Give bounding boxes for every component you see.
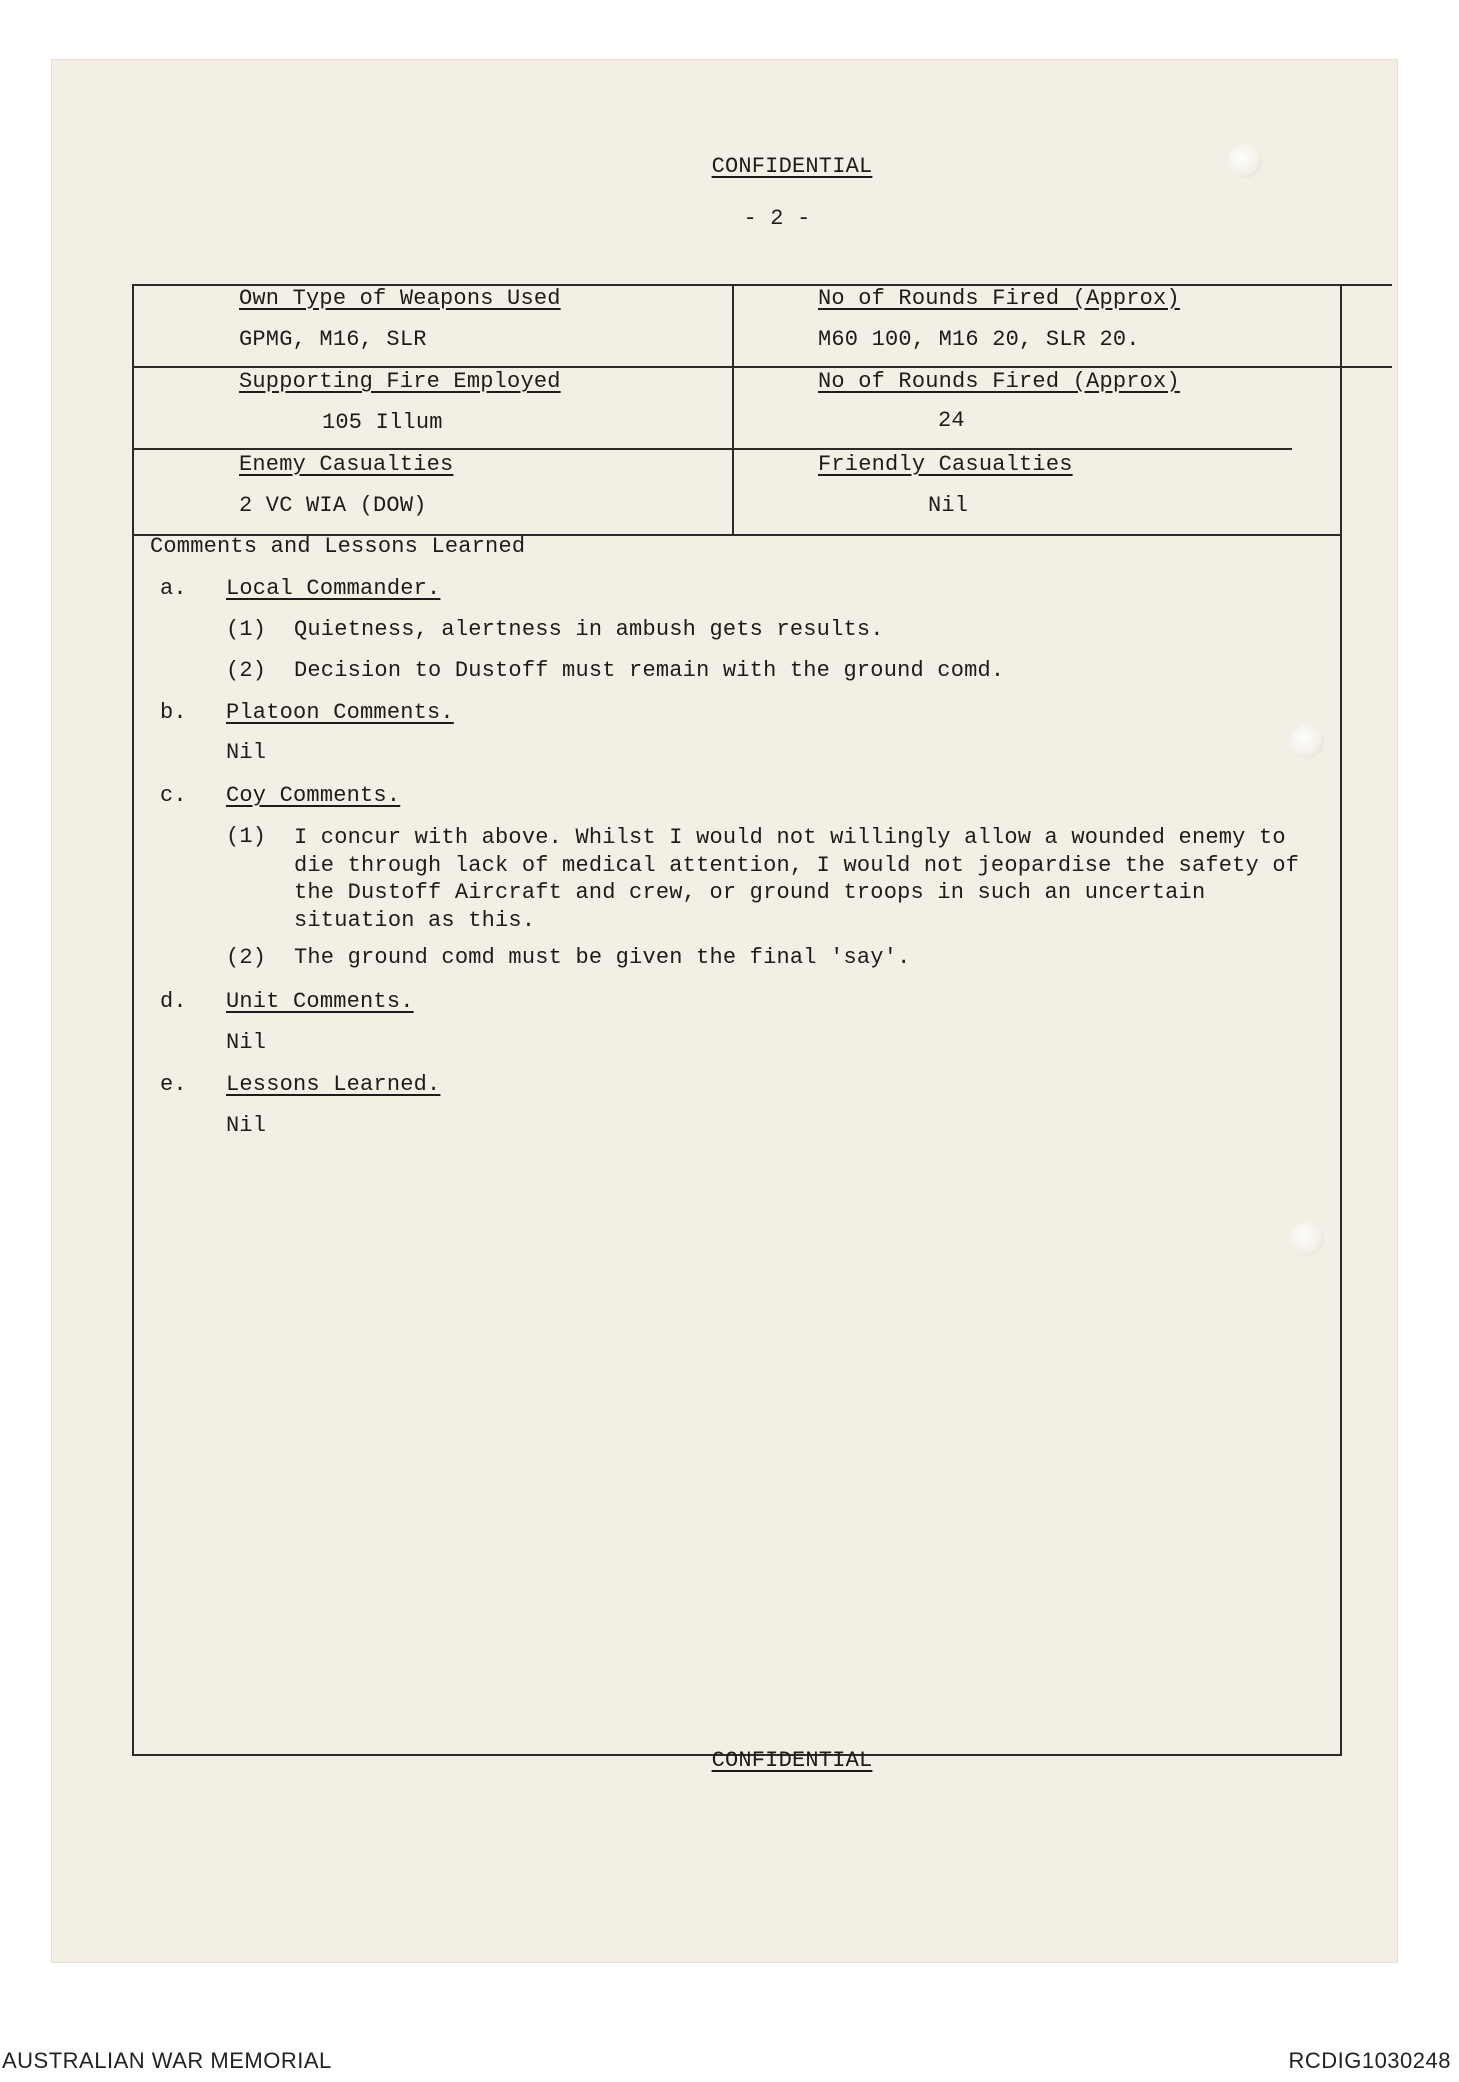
table-row-divider-2 [132, 448, 1292, 450]
comments-heading: Comments and Lessons Learned [150, 534, 526, 559]
punch-hole-top [1228, 144, 1262, 178]
item-e-letter: e. [160, 1072, 187, 1097]
enemy-casualties-value: 2 VC WIA (DOW) [239, 493, 427, 518]
item-c-letter: c. [160, 783, 187, 808]
item-a-title: Local Commander. [226, 576, 441, 601]
footer-classification: CONFIDENTIAL [711, 1748, 873, 1773]
item-c-title: Coy Comments. [226, 783, 401, 808]
item-d-letter: d. [160, 989, 187, 1014]
rounds-fired-label-1: No of Rounds Fired (Approx) [818, 286, 1180, 311]
item-c1-text: I concur with above. Whilst I would not willingly allow a wounded enemy to die through lack of medical attention, I would not jeopardise the safety of the Dustoff Aircraft and crew, or ground troops in such an uncertain situation as this. [294, 825, 1300, 933]
table-right-border [1340, 284, 1342, 1754]
item-d-title: Unit Comments. [226, 989, 414, 1014]
item-c2-number: (2) [226, 945, 267, 970]
table-row-divider-1 [132, 366, 1392, 368]
item-e-text: Nil [226, 1113, 267, 1138]
enemy-casualties-label: Enemy Casualties [239, 452, 454, 477]
rounds-fired-label-2: No of Rounds Fired (Approx) [818, 369, 1180, 394]
punch-hole-lower [1290, 1222, 1324, 1256]
item-e-title: Lessons Learned. [226, 1072, 441, 1097]
table-column-divider [732, 284, 734, 534]
friendly-casualties-value: Nil [928, 493, 969, 518]
rounds-fired-value-2: 24 [938, 408, 965, 433]
item-d-text: Nil [226, 1030, 267, 1055]
item-c2-text: The ground comd must be given the final 'say'. [294, 945, 911, 970]
rounds-fired-value-1: M60 100, M16 20, SLR 20. [818, 327, 1140, 352]
item-b-letter: b. [160, 700, 187, 725]
item-c1-number: (1) [226, 824, 267, 849]
document-sheet [52, 60, 1397, 1962]
item-a-letter: a. [160, 576, 187, 601]
archive-name: AUSTRALIAN WAR MEMORIAL [2, 2048, 332, 2073]
archive-record-id: RCDIG1030248 [1288, 2048, 1451, 2073]
page-number: - 2 - [743, 206, 811, 231]
item-a1-number: (1) [226, 617, 267, 642]
item-a2-text: Decision to Dustoff must remain with the ground comd. [294, 658, 1005, 683]
supporting-fire-value: 105 Illum [322, 410, 443, 435]
punch-hole-middle [1290, 724, 1324, 758]
item-b-text: Nil [226, 740, 267, 765]
item-a1-text: Quietness, alertness in ambush gets results. [294, 617, 884, 642]
table-left-border [132, 284, 134, 1754]
friendly-casualties-label: Friendly Casualties [818, 452, 1073, 477]
own-weapons-label: Own Type of Weapons Used [239, 286, 561, 311]
item-a2-number: (2) [226, 658, 267, 683]
own-weapons-value: GPMG, M16, SLR [239, 327, 427, 352]
header-classification: CONFIDENTIAL [711, 154, 873, 179]
supporting-fire-label: Supporting Fire Employed [239, 369, 561, 394]
item-b-title: Platoon Comments. [226, 700, 454, 725]
